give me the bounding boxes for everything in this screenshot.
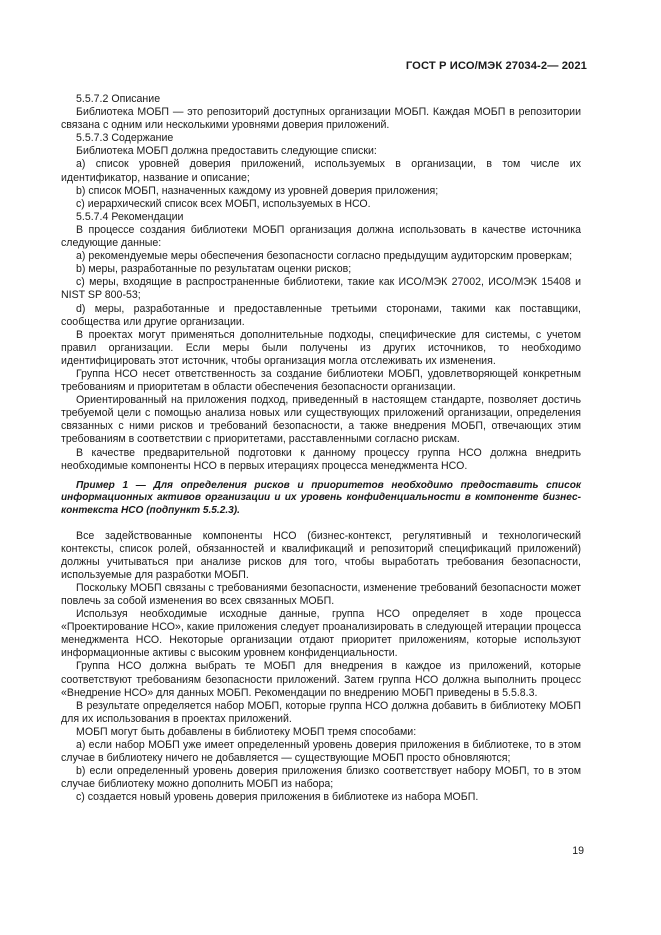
list-item: a) список уровней доверия приложений, используемых в организации, в том числе их идентификатор, название и описание; [61,158,581,184]
paragraph: Группа НСО несет ответственность за создание библиотеки МОБП, удовлетворяющей конкретным требованиям и приоритетам в области обеспечения безопасности организации. [61,367,581,394]
paragraph: В процессе создания библиотеки МОБП организация должна использовать в качестве источника следующие данные: [61,223,581,250]
list-item: d) меры, разработанные и предоставленные третьими сторонами, такими как поставщики, сообщества или другие организации. [61,302,581,328]
list-item: b) если определенный уровень доверия приложения близко соответствует набору МОБП, то в этом случае библиотеку можно дополнить МОБП из набора; [61,765,581,791]
document-body [61,93,581,804]
page-number: 19 [572,845,584,857]
section-heading-5-5-7-3: 5.5.7.3 Содержание [76,132,174,145]
paragraph: МОБП могут быть добавлены в библиотеку МОБП тремя способами: [76,725,417,738]
paragraph: Используя необходимые исходные данные, группа НСО определяет в ходе процесса «Проектирование НСО», какие приложения следует проанализировать в следующей итерации процесса менеджмента НСО. Некоторые организации отдают приоритет приложениям, которые используют информационные активы с высоким уровнем конфиденциальности. [61,608,581,660]
list-item: a) рекомендуемые меры обеспечения безопасности согласно предыдущим аудиторским проверкам; [76,250,573,263]
paragraph: Поскольку МОБП связаны с требованиями безопасности, изменение требований безопасности может повлечь за собой изменения во всех связанных МОБП. [61,581,581,607]
list-item: a) если набор МОБП уже имеет определенный уровень доверия приложения в библиотеке, то в этом случае в библиотеку ничего не добавляется — существующие МОБП просто обновляются; [61,739,581,765]
list-item: c) меры, входящие в распространенные библиотеки, такие как ИСО/МЭК 27002, ИСО/МЭК 15408 и NIST SP 800-53; [61,276,581,302]
paragraph: Библиотека МОБП должна предоставить следующие списки: [76,145,377,158]
paragraph: В проектах могут применяться дополнительные подходы, специфические для системы, с учетом правил организации. Если меры были получены из других источников, то необходимо идентифицировать этот источник, чтобы организация могла отслеживать их изменения. [61,328,581,367]
paragraph: Все задействованные компоненты НСО (бизнес-контекст, регулятивный и технологический контексты, список ролей, обязанностей и квалификаций и репозиторий спецификаций приложений) должны учитываться при анализе рисков для того, чтобы выработать требования безопасности, используемые для разработки МОБП. [61,529,581,581]
list-item: b) меры, разработанные по результатам оценки рисков; [76,263,352,276]
paragraph: В результате определяется набор МОБП, которые группа НСО должна добавить в библиотеку МОБП для их использования в проектах приложений. [61,699,581,725]
list-item: b) список МОБП, назначенных каждому из уровней доверия приложения; [76,184,439,197]
paragraph: В качестве предварительной подготовки к данному процессу группа НСО должна внедрить необходимые компоненты НСО в первых итерациях процесса менеджмента НСО. [61,446,581,472]
paragraph: Группа НСО должна выбрать те МОБП для внедрения в каждое из приложений, которые соответствуют требованиям безопасности приложений. Затем группа НСО должна выполнить процесс «Внедрение НСО» для данных МОБП. Рекомендации по внедрению МОБП приведены в 5.5.8.3. [61,660,581,699]
section-heading-5-5-7-4: 5.5.7.4 Рекомендации [76,210,184,223]
example-note: Пример 1 — Для определения рисков и приоритетов необходимо предоставить список информационных активов организации и их уровень конфиденциальности в компоненте бизнес-контекста НСО (подпункт 5.5.2.3). [61,479,581,516]
list-item: c) создается новый уровень доверия приложения в библиотеке из набора МОБП. [76,791,479,804]
paragraph: Библиотека МОБП — это репозиторий доступных организации МОБП. Каждая МОБП в репозитории связана с одним или несколькими уровнями доверия приложений. [61,106,581,132]
document-header: ГОСТ Р ИСО/МЭК 27034-2— 2021 [405,60,587,72]
list-item: c) иерархический список всех МОБП, используемых в НСО. [76,197,371,210]
section-heading-5-5-7-2: 5.5.7.2 Описание [76,93,161,105]
paragraph: Ориентированный на приложения подход, приведенный в настоящем стандарте, позволяет достичь требуемой цели с помощью анализа новых или существующих приложений организации, определения связанных с ними рисков и требований безопасности, а также внедрения МОБП, отвечающих этим требованиям в соответствии с приоритетами, расставленными согласно рискам. [61,394,581,446]
